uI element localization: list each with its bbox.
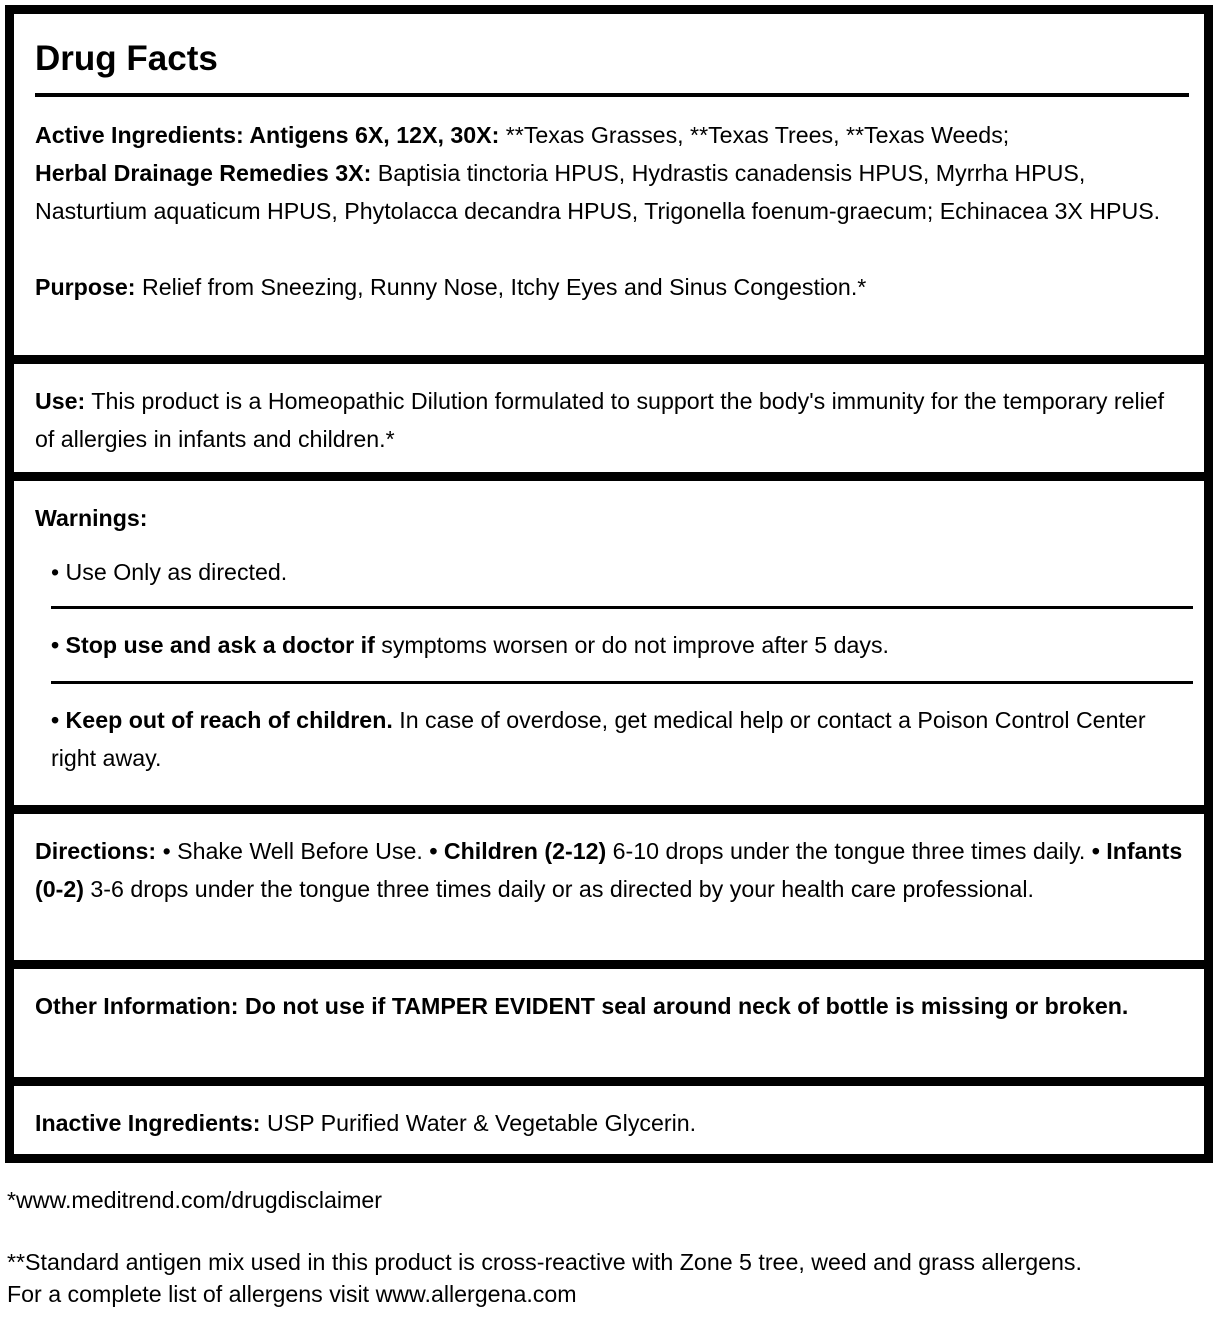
drug-facts-title: Drug Facts [35, 39, 218, 78]
keep-out-label: • Keep out of reach of children. [51, 707, 393, 733]
purpose [35, 268, 1183, 306]
section-divider [14, 472, 1204, 481]
use-text: This product is a Homeopathic Dilution formulated to support the body's immunity for the temporary relief of allergies in infants and children.* [35, 388, 1165, 452]
other-information: Other Information: Do not use if TAMPER EVIDENT seal around neck of bottle is missing or broken. [35, 993, 1129, 1019]
herbal-remedies-text: Baptisia tinctoria HPUS, Hydrastis canadensis HPUS, Myrrha HPUS, Nasturtium aquaticum HPUS, Phytolacca decandra HPUS, Trigonella foenum-graecum; Echinacea 3X HPUS. [35, 160, 1161, 224]
antigen-note-line-2: For a complete list of allergens visit www.allergena.com [7, 1281, 577, 1307]
active-ingredients-label: Active Ingredients: Antigens 6X, 12X, 30X: [35, 122, 500, 148]
infants-dose-text: 3-6 drops under the tongue three times daily or as directed by your health care professional. [83, 876, 1034, 902]
use [35, 382, 1183, 458]
inactive-ingredients [35, 1104, 1183, 1142]
section-inactive-ingredients [14, 1086, 1204, 1156]
warnings-label: Warnings: [35, 505, 148, 531]
children-dose-text: 6-10 drops under the tongue three times daily. [606, 838, 1092, 864]
directions-shake-text: • Shake Well Before Use. [156, 838, 430, 864]
section-divider [14, 1077, 1204, 1086]
stop-use-label: • Stop use and ask a doctor if [51, 632, 375, 658]
active-ingredients [35, 116, 1183, 230]
warning-rule [51, 681, 1193, 684]
inactive-ingredients-text: USP Purified Water & Vegetable Glycerin. [260, 1110, 697, 1136]
section-divider [14, 805, 1204, 814]
section-active-purpose [14, 14, 1204, 355]
warning-item: • Use Only as directed. [51, 559, 288, 585]
stop-use-text: symptoms worsen or do not improve after 5 days. [374, 632, 889, 658]
keep-out-text: In case of overdose, get medical help or contact a Poison Control Center right away. [51, 707, 1146, 771]
directions [35, 832, 1194, 908]
purpose-text: Relief from Sneezing, Runny Nose, Itchy Eyes and Sinus Congestion.* [135, 274, 867, 300]
use-label: Use: [35, 388, 86, 414]
drug-facts-panel [5, 5, 1213, 1163]
section-use [14, 364, 1204, 472]
section-directions [14, 814, 1204, 960]
warning-item [51, 701, 1183, 777]
section-warnings [14, 481, 1204, 805]
purpose-label: Purpose: [35, 274, 136, 300]
footer-disclaimer [7, 1184, 1222, 1216]
infants-dose-label: • Infants (0-2) [35, 838, 1183, 902]
herbal-remedies-label: Herbal Drainage Remedies 3X: [35, 160, 372, 186]
active-ingredients-text: **Texas Grasses, **Texas Trees, **Texas Weeds; [499, 122, 1010, 148]
warnings-list [35, 553, 1183, 777]
inactive-ingredients-label: Inactive Ingredients: [35, 1110, 261, 1136]
section-divider [14, 355, 1204, 364]
footer-antigen-note [7, 1246, 1222, 1310]
children-dose-label: • Children (2-12) [429, 838, 607, 864]
antigen-note-line-1: **Standard antigen mix used in this product is cross-reactive with Zone 5 tree, weed and grass allergens. [7, 1249, 1082, 1275]
directions-label: Directions: [35, 838, 157, 864]
disclaimer-link-text: *www.meditrend.com/drugdisclaimer [7, 1187, 382, 1213]
section-other-information [14, 969, 1204, 1077]
warning-item [51, 626, 1183, 664]
section-divider [14, 960, 1204, 969]
warning-rule [51, 606, 1193, 609]
title-rule [35, 93, 1189, 97]
